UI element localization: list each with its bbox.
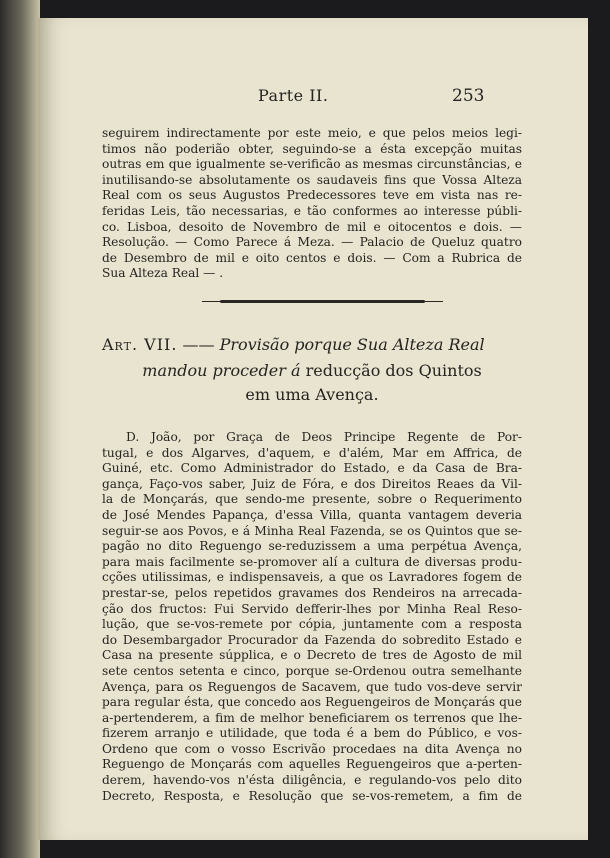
text-line: seguir-se aos Povos, e á Minha Real Fazenda, se os Quintos que se- xyxy=(102,523,522,538)
top-paragraph xyxy=(102,126,522,282)
article-title-roman-2: reducção dos Quintos xyxy=(305,361,482,380)
text-line: gança, Faço-vos saber, Juiz de Fóra, e dos Direitos Reaes da Vil- xyxy=(102,476,522,491)
article-title-italic-2: mandou proceder á xyxy=(142,361,301,380)
text-line: la de Monçarás, que sendo-me presente, sobre o Requerimento xyxy=(102,492,522,507)
article-title-line-3: em uma Avença. xyxy=(245,385,379,404)
text-line: Reguengo de Monçarás com aquelles Reguengeiros que a-perten- xyxy=(102,757,522,772)
text-line: seguirem indirectamente por este meio, e que pelos meios legi- xyxy=(102,126,522,140)
article-heading-line-1 xyxy=(102,334,522,356)
body-paragraph xyxy=(102,430,522,804)
text-line: inutilisando-se absolutamente os saudaveis fins que Vossa Alteza xyxy=(102,172,522,187)
text-line: Casa na presente súpplica, e o Decreto de tres de Agosto de mil xyxy=(102,648,522,663)
text-line: pagão no dito Reguengo se-reduzissem a uma perpétua Avença, xyxy=(102,539,522,554)
text-line: Avença, para os Reguengos de Sacavem, que tudo vos-deve servir xyxy=(102,679,522,694)
running-head-title: Parte II. xyxy=(258,86,329,105)
text-line: feridas Leis, tão necessarias, e tão conformes ao interesse públi- xyxy=(102,203,522,218)
text-line: Ordeno que com o vosso Escrivão procedaes na dita Avença no xyxy=(102,741,522,756)
text-line: a-pertenderem, a fim de melhor beneficiarem os terrenos que lhe- xyxy=(102,710,522,725)
article-title-italic-1: Provisão porque Sua Alteza Real xyxy=(219,335,485,354)
text-line: para mais facilmente se-promover alí a cultura de diversas produ- xyxy=(102,554,522,569)
text-line: timos não poderião obter, seguindo-se a ésta excepção muitas xyxy=(102,141,522,156)
article-heading-line-2 xyxy=(102,360,522,382)
text-line: sete centos setenta e cinco, porque se-Ordenou outra semelhante xyxy=(102,663,522,678)
text-line: para regular ésta, que concedo aos Reguengeiros de Monçarás que xyxy=(102,695,522,710)
article-dash: —— xyxy=(182,335,215,354)
text-line: de José Mendes Papança, d'essa Villa, quanta vantagem deveria xyxy=(102,507,522,522)
book-spine xyxy=(0,0,40,858)
text-line: do Desembargador Procurador da Fazenda do sobredito Estado e xyxy=(102,632,522,647)
text-line: fizerem arranjo e utilidade, que toda é a bem do Público, e vos- xyxy=(102,726,522,741)
text-line: lução, que se-vos-remete por cópia, juntamente com a resposta xyxy=(102,617,522,632)
section-divider-rule xyxy=(220,300,425,303)
running-head xyxy=(40,86,588,112)
text-line: tugal, e dos Algarves, d'aquem, e d'além, Mar em Affrica, de xyxy=(102,445,522,460)
text-line: ção dos fructos: Fui Servido defferir-lhes por Minha Real Reso- xyxy=(102,601,522,616)
text-line: outras em que igualmente se-verificão as mesmas circunstâncias, e xyxy=(102,157,522,172)
text-line: Guiné, etc. Como Administrador do Estado, e da Casa de Bra- xyxy=(102,461,522,476)
text-line: D. João, por Graça de Deos Principe Regente de Por- xyxy=(126,430,522,444)
text-line: de Desembro de mil e oito centos e dois. — Com a Rubrica de xyxy=(102,250,522,265)
article-heading-line-3 xyxy=(102,384,522,406)
text-line: co. Lisboa, desoito de Novembro de mil e oitocentos e dois. — xyxy=(102,219,522,234)
text-line: Resolução. — Como Parece á Meza. — Palacio de Queluz quatro xyxy=(102,235,522,250)
text-line: prestar-se, pelos repetidos gravames dos Rendeiros na arrecada- xyxy=(102,585,522,600)
book-page xyxy=(38,18,588,840)
text-line: Decreto, Resposta, e Resolução que se-vos-remetem, a fim de xyxy=(102,788,522,803)
page-number: 253 xyxy=(452,86,485,106)
text-line: Sua Alteza Real — . xyxy=(102,266,224,281)
text-line: derem, havendo-vos n'ésta diligência, e regulando-vos pelo dito xyxy=(102,773,522,788)
article-label: Art. VII. xyxy=(102,335,178,354)
text-line: cções utilissimas, e indispensaveis, a que os Lavradores fogem de xyxy=(102,570,522,585)
text-line: Real com os seus Augustos Predecessores teve em vista nas re- xyxy=(102,188,522,203)
